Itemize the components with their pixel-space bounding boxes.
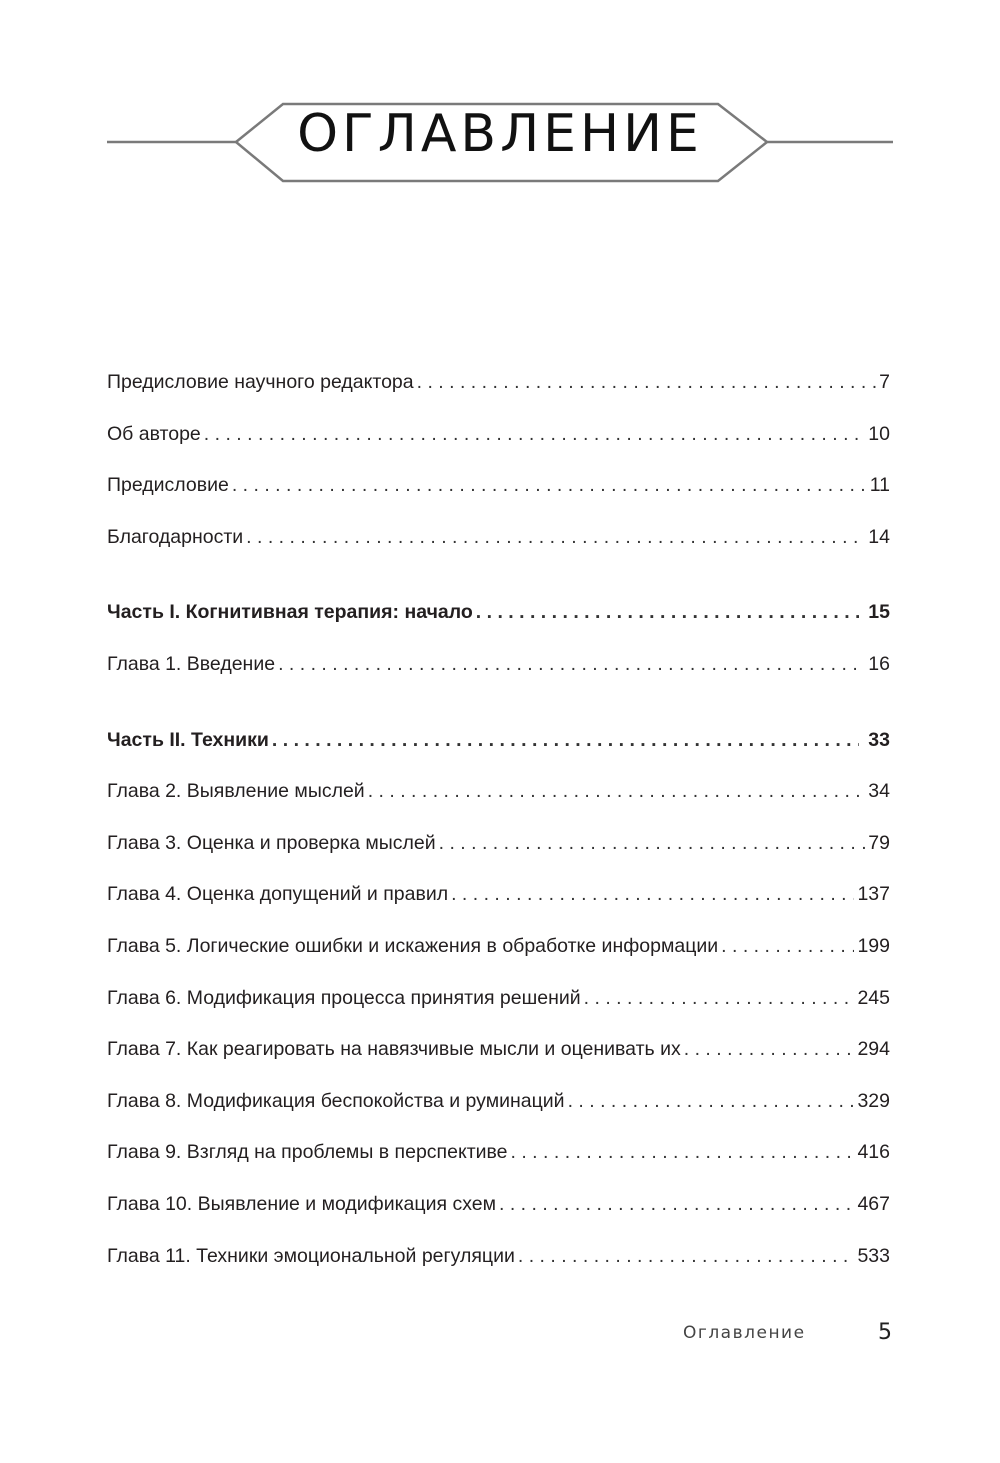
toc-entry[interactable]	[107, 1088, 890, 1140]
toc-entry-label: Глава 2. Выявление мыслей	[107, 780, 365, 803]
toc-entry-label: Предисловие научного редактора	[107, 371, 414, 393]
toc-part-page: 15	[868, 601, 890, 624]
toc-entry[interactable]	[107, 933, 890, 985]
dot-leader	[204, 421, 866, 447]
toc-part-label: Часть I. Когнитивная терапия: начало	[107, 601, 473, 624]
toc-entry-label: Глава 1. Введение	[107, 652, 276, 675]
toc-entry-page: 14	[868, 525, 890, 548]
toc-entry[interactable]	[107, 472, 890, 524]
toc-entry[interactable]	[107, 369, 890, 421]
section-gap	[107, 703, 890, 727]
toc-entry-label: Глава 7. Как реагировать на навязчивые мысли и оценивать их	[107, 1038, 681, 1061]
toc-entry-page: 16	[868, 652, 890, 675]
dot-leader	[499, 1191, 854, 1217]
dot-leader	[439, 830, 866, 856]
toc-entry[interactable]	[107, 1243, 890, 1295]
footer-page-number: 5	[878, 1320, 892, 1345]
toc-entry[interactable]	[107, 778, 890, 830]
dot-leader	[568, 1088, 855, 1114]
dot-leader	[584, 985, 855, 1011]
toc-entry-page: 137	[857, 883, 890, 906]
toc-entry[interactable]	[107, 830, 890, 882]
dot-leader	[721, 933, 854, 959]
table-of-contents	[107, 369, 890, 1294]
toc-entry-label: Глава 4. Оценка допущений и правил	[107, 883, 449, 906]
toc-entry[interactable]	[107, 1139, 890, 1191]
dot-leader	[476, 599, 860, 625]
toc-entry[interactable]	[107, 421, 890, 473]
section-gap	[107, 575, 890, 599]
toc-entry-label: Глава 6. Модификация процесса принятия решений	[107, 986, 581, 1009]
toc-entry-page: 199	[857, 934, 890, 957]
dot-leader	[518, 1243, 855, 1269]
dot-leader	[246, 524, 865, 550]
toc-entry[interactable]	[107, 1191, 890, 1243]
toc-entry[interactable]	[107, 985, 890, 1037]
toc-entry-page: 245	[857, 986, 890, 1009]
toc-entry[interactable]	[107, 881, 890, 933]
toc-entry-label: Глава 5. Логические ошибки и искажения в обработке информации	[107, 934, 719, 957]
toc-part-label: Часть II. Техники	[107, 728, 269, 751]
toc-entry-label: Предисловие	[107, 474, 229, 497]
toc-entry-page: 329	[857, 1089, 890, 1112]
toc-entry-label: Глава 8. Модификация беспокойства и руминаций	[107, 1089, 565, 1112]
toc-part-heading[interactable]	[107, 727, 890, 779]
toc-entry-label: Глава 3. Оценка и проверка мыслей	[107, 831, 436, 854]
dot-leader	[417, 369, 877, 395]
dot-leader	[278, 651, 865, 677]
toc-part-page: 33	[868, 728, 890, 751]
toc-entry[interactable]	[107, 651, 890, 703]
dot-leader	[684, 1036, 855, 1062]
toc-entry-label: Глава 11. Техники эмоциональной регуляции	[107, 1244, 515, 1267]
page-title: ОГЛАВЛЕНИЕ	[297, 104, 703, 164]
toc-entry-page: 11	[869, 474, 890, 497]
toc-entry[interactable]	[107, 524, 890, 576]
title-frame	[0, 0, 1000, 200]
toc-entry-page: 416	[857, 1141, 890, 1164]
dot-leader	[511, 1139, 855, 1165]
toc-entry-label: Глава 10. Выявление и модификация схем	[107, 1192, 496, 1215]
toc-part-heading[interactable]	[107, 599, 890, 651]
toc-entry[interactable]	[107, 1036, 890, 1088]
toc-entry-label: Благодарности	[107, 525, 244, 548]
toc-entry-page: 10	[868, 422, 890, 445]
toc-entry-page: 533	[857, 1244, 890, 1267]
dot-leader	[232, 472, 867, 498]
toc-entry-page: 79	[868, 831, 890, 854]
toc-entry-page: 34	[868, 780, 890, 803]
toc-entry-page: 467	[857, 1192, 890, 1215]
toc-entry-label: Глава 9. Взгляд на проблемы в перспективе	[107, 1141, 508, 1164]
toc-entry-page: 7	[879, 371, 890, 393]
dot-leader	[368, 778, 866, 804]
footer-section-label: Оглавление	[683, 1323, 806, 1343]
toc-entry-page: 294	[857, 1038, 890, 1061]
dot-leader	[451, 881, 854, 907]
toc-entry-label: Об авторе	[107, 422, 201, 445]
dot-leader	[272, 727, 859, 753]
title-banner	[0, 0, 1000, 200]
